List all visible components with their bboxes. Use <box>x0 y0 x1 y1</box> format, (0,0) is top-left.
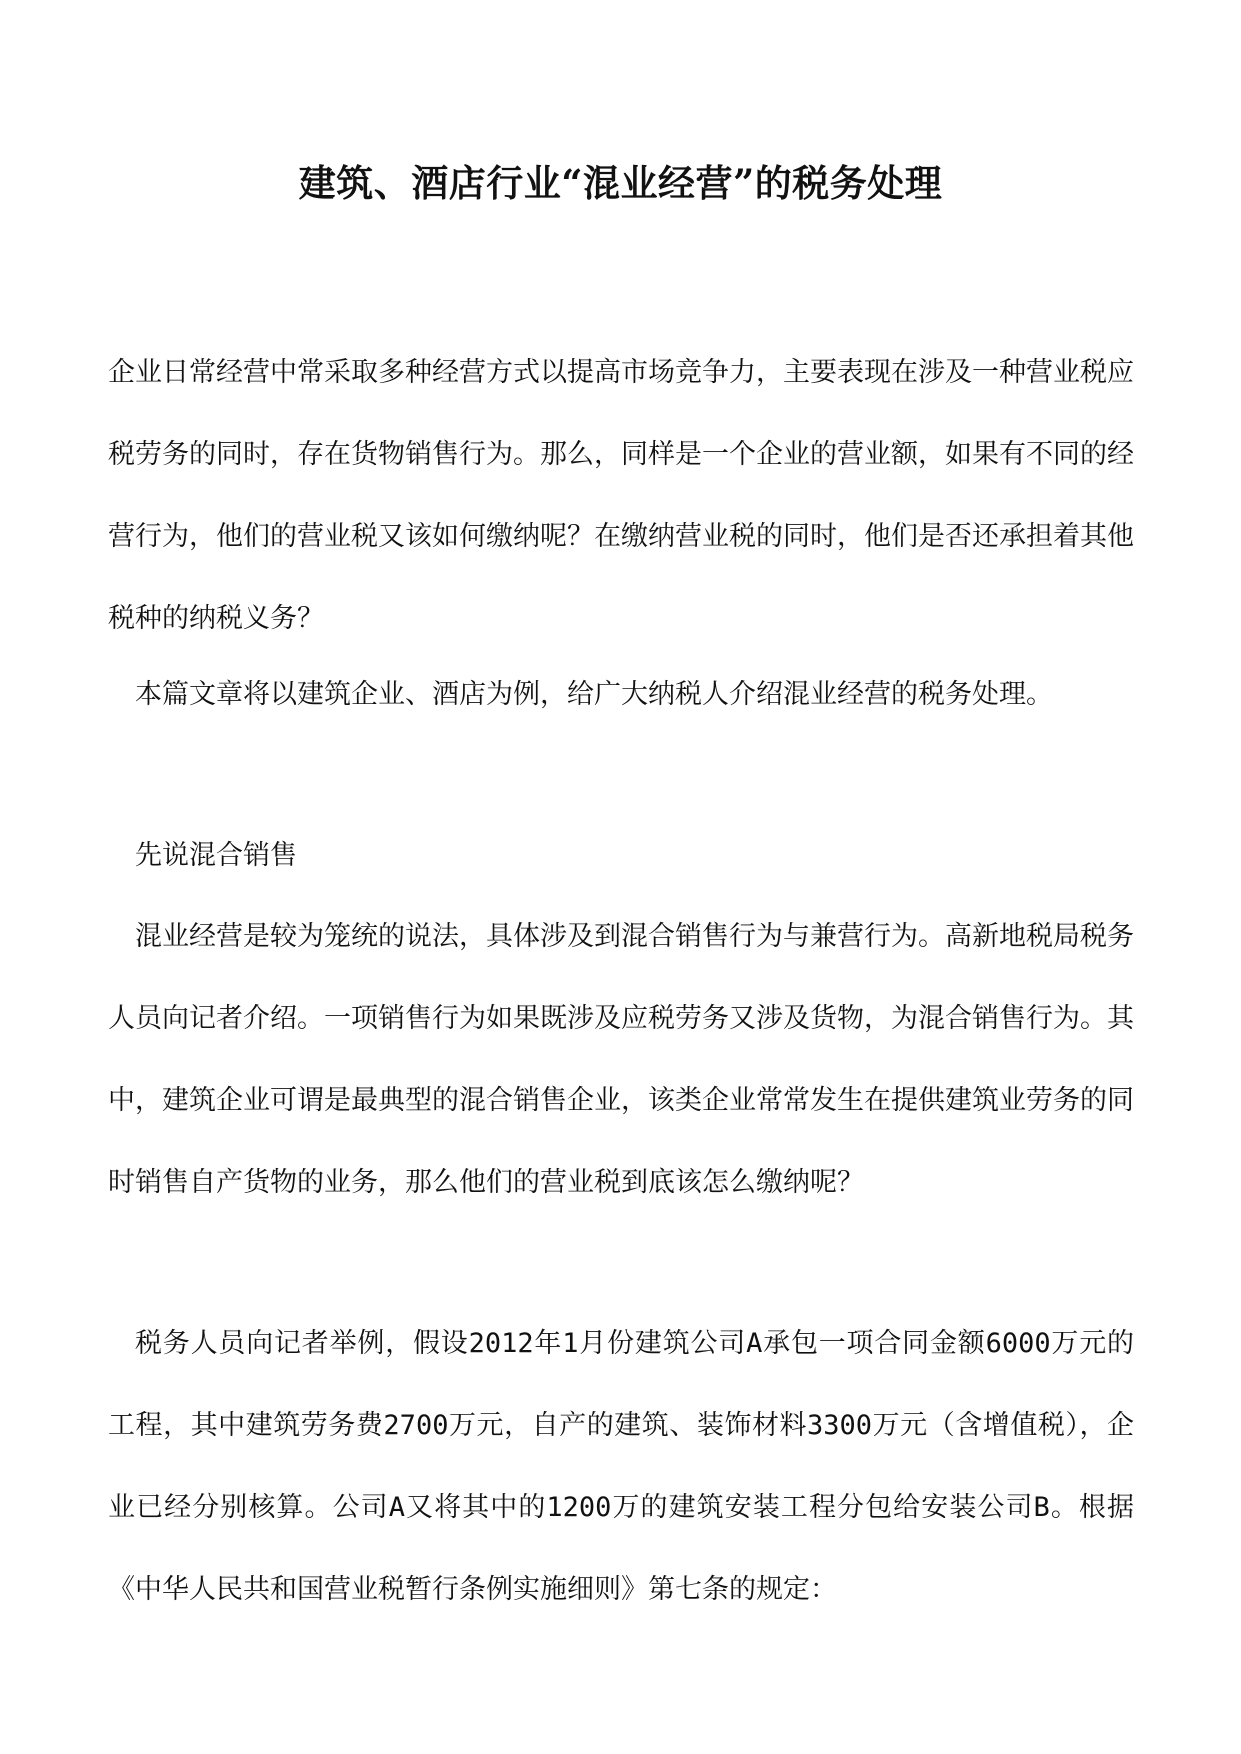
paragraph-intro: 企业日常经营中常采取多种经营方式以提高市场竞争力，主要表现在涉及一种营业税应税劳务的同时，存在货物销售行为。那么，同样是一个企业的营业额，如果有不同的经营行为，他们的营业税又该如何缴纳呢？在缴纳营业税的同时，他们是否还承担着其他税种的纳税义务？ <box>108 357 1134 634</box>
document-title: 建筑、酒店行业“混业经营”的税务处理 <box>298 161 943 205</box>
paragraph-purpose: 本篇文章将以建筑企业、酒店为例，给广大纳税人介绍混业经营的税务处理。 <box>135 679 1053 710</box>
paragraph-example: 税务人员向记者举例，假设2012年1月份建筑公司A承包一项合同金额6000万元的工程，其中建筑劳务费2700万元，自产的建筑、装饰材料3300万元（含增值税），企业已经分别核算。公司A又将其中的1200万的建筑安装工程分包给安装公司B。根据《中华人民共和国营业税暂行条例实施细则》第七条的规定： <box>108 1328 1134 1605</box>
section-heading-mixed-sales: 先说混合销售 <box>135 840 297 871</box>
paragraph-mixed-sales: 混业经营是较为笼统的说法，具体涉及到混合销售行为与兼营行为。高新地税局税务人员向记者介绍。一项销售行为如果既涉及应税劳务又涉及货物，为混合销售行为。其中，建筑企业可谓是最典型的混合销售企业，该类企业常常发生在提供建筑业劳务的同时销售自产货物的业务，那么他们的营业税到底该怎么缴纳呢？ <box>108 921 1134 1198</box>
